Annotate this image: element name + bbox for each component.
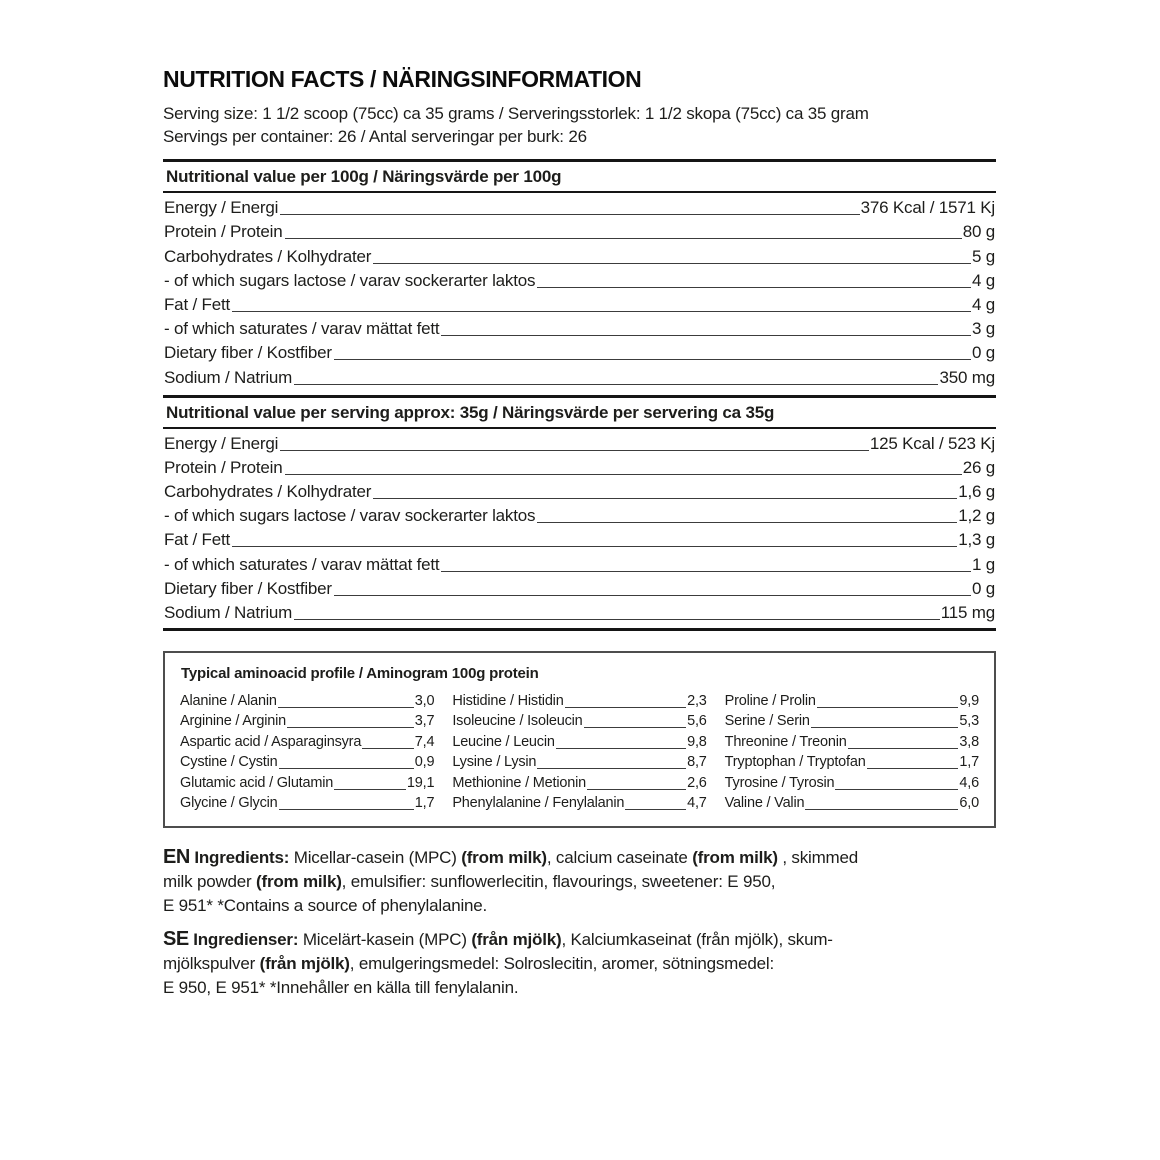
leader-line — [537, 287, 971, 288]
amino-label: Methionine / Metionin — [452, 774, 586, 791]
ingredients-se — [163, 927, 996, 1000]
table-per-serving-header: Nutritional value per serving approx: 35g / Näringsvärde per servering ca 35g — [163, 395, 996, 429]
row-label: Dietary fiber / Kostfiber — [164, 343, 332, 363]
amino-value: 1,7 — [959, 754, 979, 770]
leader-line — [287, 727, 414, 728]
ingredients-en-line-3: E 951* *Contains a source of phenylalanine. — [163, 896, 488, 915]
amino-value: 4,6 — [959, 774, 979, 791]
leader-line — [232, 311, 971, 312]
leader-line — [565, 707, 687, 708]
leader-line — [280, 450, 869, 451]
table-row — [163, 268, 996, 292]
amino-profile-header: Typical aminoacid profile / Aminogram 100g protein — [181, 665, 539, 682]
leader-line — [362, 748, 414, 749]
table-row — [163, 292, 996, 316]
page-title: NUTRITION FACTS / NÄRINGSINFORMATION — [163, 66, 642, 92]
table-row — [163, 195, 996, 219]
amino-row — [452, 793, 706, 814]
amino-label: Glycine / Glycin — [180, 795, 278, 811]
row-value: 4 g — [971, 294, 995, 314]
amino-profile-grid — [180, 690, 979, 813]
amino-label: Serine / Serin — [724, 713, 810, 729]
table-row — [163, 600, 996, 624]
table-per-serving — [163, 395, 996, 632]
table-row — [163, 340, 996, 364]
leader-line — [584, 727, 687, 728]
row-label: Protein / Protein — [164, 222, 283, 242]
amino-row — [180, 752, 434, 773]
leader-line — [279, 809, 414, 810]
amino-row — [725, 731, 979, 752]
leader-line — [835, 789, 958, 790]
table-row — [163, 455, 996, 479]
table-row — [163, 316, 996, 340]
row-value: 350 mg — [939, 367, 995, 387]
amino-row — [725, 690, 979, 711]
leader-line — [294, 384, 938, 385]
amino-value: 2,3 — [687, 692, 707, 709]
row-value: 0 g — [971, 343, 995, 363]
amino-label: Threonine / Treonin — [724, 733, 847, 750]
table-row — [163, 479, 996, 503]
leader-line — [817, 707, 959, 708]
table-row — [163, 503, 996, 527]
row-value: 0 g — [971, 578, 995, 598]
amino-value: 3,0 — [414, 692, 435, 709]
amino-value: 9,9 — [959, 692, 979, 709]
ingredients-se-line-1: SE Ingredienser: Micelärt-kasein (MPC) (från mjölk), Kalciumkaseinat (från mjölk), skum- — [163, 928, 833, 950]
amino-row — [725, 793, 979, 814]
amino-row — [180, 731, 434, 752]
leader-line — [334, 789, 406, 790]
leader-line — [232, 546, 957, 547]
amino-label: Phenylalanine / Fenylalanin — [452, 795, 625, 811]
row-value: 80 g — [962, 222, 995, 242]
lang-tag-se: SE — [163, 928, 189, 950]
amino-value: 0,9 — [414, 754, 435, 770]
amino-value: 1,7 — [414, 795, 435, 811]
row-value: 3 g — [971, 319, 995, 339]
ingredients-se-line-2: mjölkspulver (från mjölk), emulgeringsmedel: Solroslecitin, aromer, sötningsmedel: — [163, 954, 774, 973]
leader-line — [285, 474, 962, 475]
row-label: Sodium / Natrium — [164, 603, 293, 622]
amino-row — [452, 690, 706, 711]
ingredients-en-line-1: EN Ingredients: Micellar-casein (MPC) (from milk), calcium caseinate (from milk) , skimmed — [163, 846, 859, 868]
row-label: Fat / Fett — [164, 530, 231, 550]
row-label: - of which saturates / varav mättat fett — [164, 554, 440, 574]
table-row — [163, 551, 996, 575]
table-bottom-rule — [163, 628, 996, 631]
amino-label: Leucine / Leucin — [452, 733, 555, 750]
amino-row — [725, 772, 979, 793]
amino-label: Tyrosine / Tyrosin — [724, 774, 835, 791]
row-label: Protein / Protein — [164, 457, 283, 477]
amino-row — [180, 772, 434, 793]
leader-line — [279, 768, 414, 769]
nutrition-label — [163, 66, 996, 1000]
leader-line — [373, 263, 971, 264]
amino-row — [725, 752, 979, 773]
amino-value: 9,8 — [687, 733, 707, 750]
ingredients-en-line-2: milk powder (from milk), emulsifier: sunflowerlecitin, flavourings, sweetener: E 950, — [163, 872, 776, 891]
leader-line — [811, 727, 959, 728]
amino-row — [452, 731, 706, 752]
leader-line — [537, 522, 957, 523]
leader-line — [334, 359, 971, 360]
row-label: Carbohydrates / Kolhydrater — [164, 482, 372, 502]
table-row — [163, 527, 996, 551]
row-value: 4 g — [971, 270, 995, 290]
table-per-100g — [163, 159, 996, 389]
leader-line — [805, 809, 958, 810]
amino-label: Tryptophan / Tryptofan — [724, 754, 866, 770]
row-label: - of which sugars lactose / varav sockerarter laktos — [164, 506, 536, 526]
row-label: - of which sugars lactose / varav sockerarter laktos — [164, 270, 536, 290]
row-value: 5 g — [971, 246, 995, 266]
leader-line — [867, 768, 959, 769]
leader-line — [280, 214, 859, 215]
table-row — [163, 219, 996, 243]
row-value: 1,6 g — [958, 482, 995, 502]
table-row — [163, 576, 996, 600]
amino-row — [452, 772, 706, 793]
table-row — [163, 431, 996, 455]
amino-value: 6,0 — [959, 795, 979, 811]
amino-label: Glutamic acid / Glutamin — [180, 774, 334, 791]
serving-size-line: Serving size: 1 1/2 scoop (75cc) ca 35 grams / Serveringsstorlek: 1 1/2 skopa (75cc) ca 35 gram — [163, 104, 869, 123]
leader-line — [587, 789, 686, 790]
row-value: 1,3 g — [958, 530, 995, 550]
leader-line — [537, 768, 686, 769]
leader-line — [285, 238, 962, 239]
leader-line — [441, 335, 971, 336]
amino-label: Cystine / Cystin — [180, 754, 278, 770]
amino-row — [180, 793, 434, 814]
ingredients-en — [163, 845, 996, 918]
amino-row — [725, 711, 979, 732]
amino-label: Isoleucine / Isoleucin — [452, 713, 583, 729]
leader-line — [294, 619, 940, 620]
amino-value: 3,8 — [959, 733, 979, 750]
amino-row — [180, 711, 434, 732]
row-label: Carbohydrates / Kolhydrater — [164, 246, 372, 266]
leader-line — [556, 748, 686, 749]
row-value: 115 mg — [940, 603, 995, 622]
amino-value: 2,6 — [687, 774, 707, 791]
leader-line — [625, 809, 686, 810]
amino-value: 5,6 — [687, 713, 707, 729]
row-label: Sodium / Natrium — [164, 367, 293, 387]
amino-value: 8,7 — [687, 754, 707, 770]
table-per-100g-rows — [163, 193, 996, 389]
amino-label: Alanine / Alanin — [180, 692, 277, 709]
amino-acid-profile-box — [163, 651, 996, 828]
row-value: 376 Kcal / 1571 Kj — [860, 198, 995, 218]
amino-label: Proline / Prolin — [724, 692, 816, 709]
lang-tag-en: EN — [163, 846, 190, 868]
leader-line — [848, 748, 959, 749]
row-value: 1,2 g — [958, 506, 995, 526]
amino-value: 3,7 — [414, 713, 435, 729]
table-per-serving-rows — [163, 429, 996, 625]
amino-label: Arginine / Arginin — [180, 713, 287, 729]
leader-line — [441, 571, 971, 572]
amino-label: Aspartic acid / Asparaginsyra — [180, 733, 362, 750]
amino-value: 19,1 — [406, 774, 435, 791]
servings-per-container-line: Servings per container: 26 / Antal serveringar per burk: 26 — [163, 127, 587, 146]
leader-line — [278, 707, 414, 708]
row-label: Energy / Energi — [164, 433, 279, 453]
table-row — [163, 243, 996, 267]
leader-line — [334, 595, 971, 596]
row-label: Fat / Fett — [164, 294, 231, 314]
row-value: 1 g — [971, 554, 995, 574]
leader-line — [373, 498, 957, 499]
amino-label: Histidine / Histidin — [452, 692, 564, 709]
amino-row — [180, 690, 434, 711]
table-row — [163, 364, 996, 388]
row-label: Dietary fiber / Kostfiber — [164, 578, 332, 598]
row-label: - of which saturates / varav mättat fett — [164, 319, 440, 339]
row-label: Energy / Energi — [164, 198, 279, 218]
amino-label: Lysine / Lysin — [452, 754, 537, 770]
row-value: 125 Kcal / 523 Kj — [869, 433, 995, 453]
table-per-100g-header: Nutritional value per 100g / Näringsvärde per 100g — [163, 159, 996, 193]
amino-value: 7,4 — [414, 733, 435, 750]
ingredients-se-line-3: E 950, E 951* *Innehåller en källa till fenylalanin. — [163, 978, 519, 997]
row-value: 26 g — [962, 457, 995, 477]
amino-label: Valine / Valin — [724, 795, 805, 811]
amino-value: 4,7 — [687, 795, 707, 811]
amino-row — [452, 752, 706, 773]
amino-value: 5,3 — [959, 713, 979, 729]
amino-row — [452, 711, 706, 732]
